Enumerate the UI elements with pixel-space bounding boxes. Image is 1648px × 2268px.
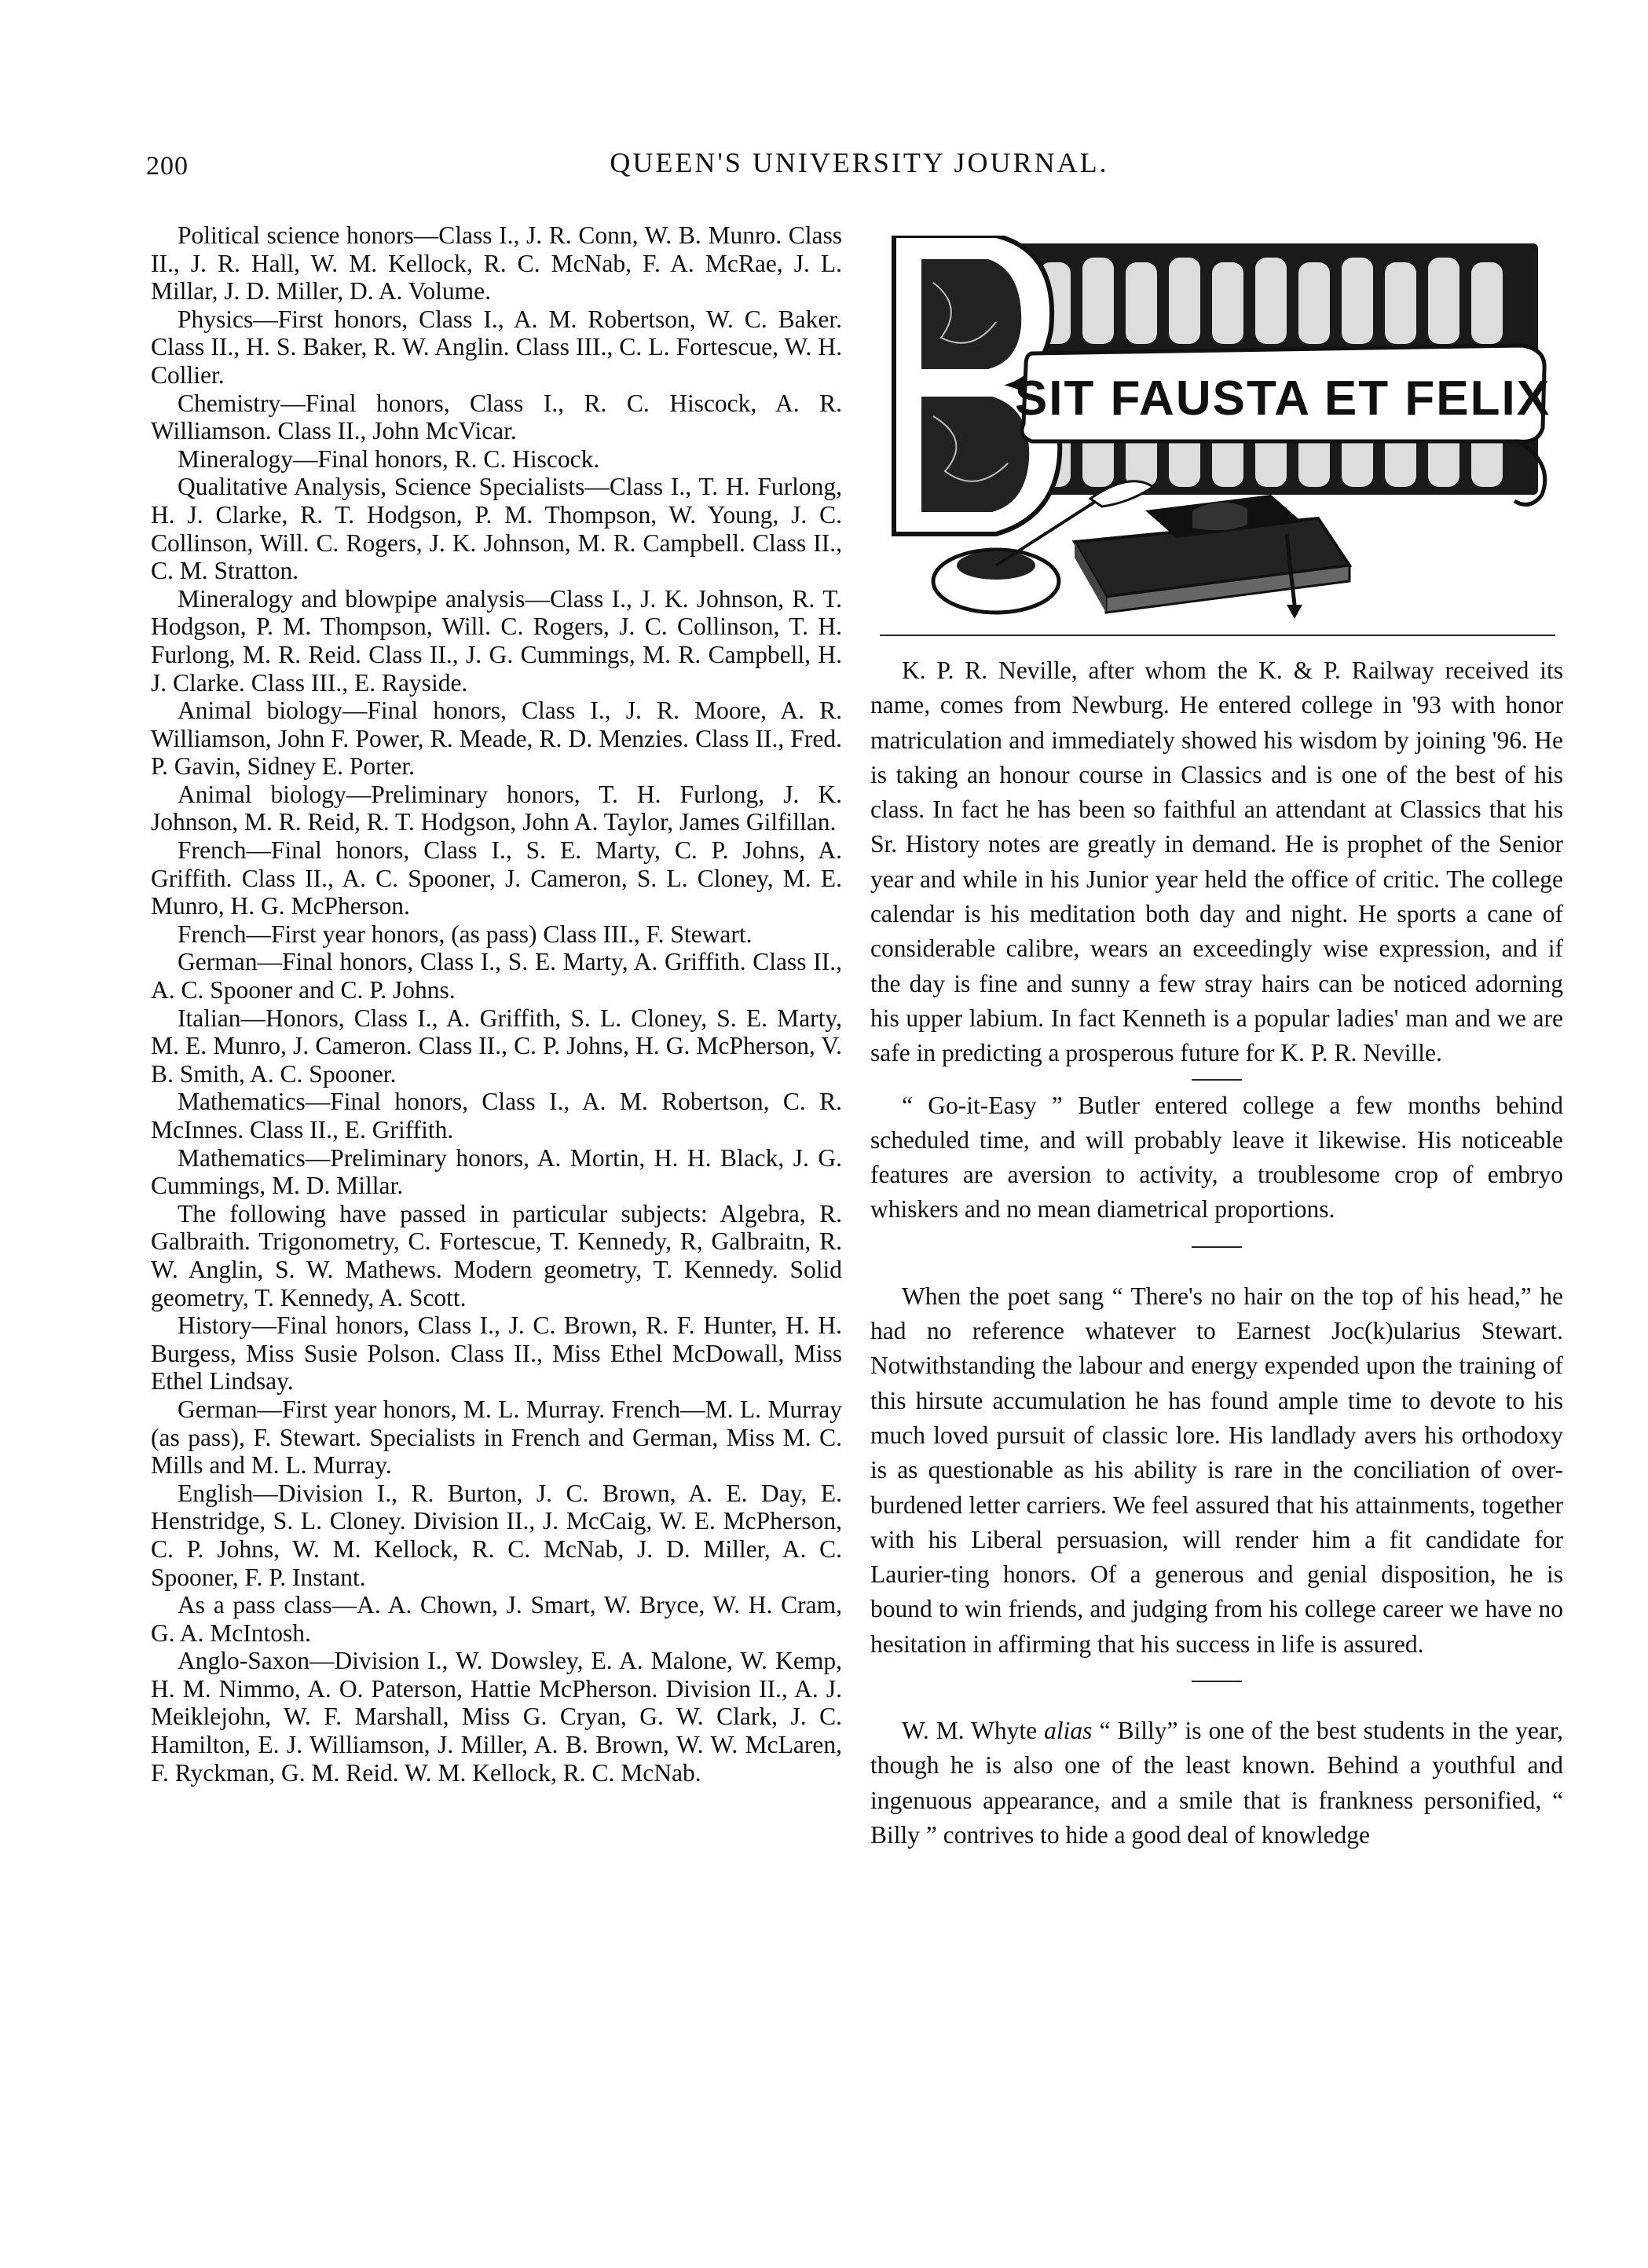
paragraph: Anglo-Saxon—Division I., W. Dowsley, E. A. Malone, W. Kemp, H. M. Nimmo, A. O. Paterson, Hattie McPherson. Division II., A. J. Meiklejohn, W. F. Marshall, Miss G. Cryan, G. W. Clark, J. C. Hamilton, E. J. Williamson, J. Miller, A. B. Brown, W. W. McLaren, F. Ryckman, G. M. Reid. W. M. Kellock, R. C. McNab. [151,1647,842,1787]
paragraph: Mineralogy and blowpipe analysis—Class I., J. K. Johnson, R. T. Hodgson, P. M. Thompson, Will. C. Rogers, J. C. Collinson, T. H. Furlong, M. R. Reid. Class II., J. G. Cummings, M. R. Campbell, H. J. Clarke. Class III., E. Rayside. [151,584,842,697]
separator-rule [1192,1681,1242,1682]
biographies-emblem [878,236,1555,620]
paragraph: Mathematics—Final honors, Class I., A. M. Robertson, C. R. McInnes. Class II., E. Griffith. [151,1088,842,1143]
paragraph: Chemistry—Final honors, Class I., R. C. Hiscock, A. R. Williamson. Class II., John McVicar. [151,389,842,445]
right-column [870,236,1563,1853]
paragraph: Mathematics—Preliminary honors, A. Mortin, H. H. Black, J. G. Cummings, M. D. Millar. [151,1143,842,1200]
separator-rule [1192,1079,1242,1081]
paragraph: German—First year honors, M. L. Murray. French—M. L. Murray (as pass), F. Stewart. Specialists in French and German, Miss M. C. Mills and M. L. Murray. [151,1395,842,1480]
paragraph: English—Division I., R. Burton, J. C. Brown, A. E. Day, E. Henstridge, S. L. Cloney. Division II., J. McCaig, W. E. McPherson, C. P. Johns, W. M. Kellock, R. C. McNab, J. D. Miller, A. C. Spooner, F. P. Instant. [151,1479,842,1591]
separator-rule [1192,1246,1242,1248]
paragraph: Mineralogy—Final honors, R. C. Hiscock. [178,444,600,473]
paragraph: Italian—Honors, Class I., A. Griffith, S. L. Cloney, S. E. Marty, M. E. Munro, J. Cameron. Class II., C. P. Johns, H. G. McPherson, V. B. Smith, A. C. Spooner. [151,1004,842,1088]
paragraph: French—First year honors, (as pass) Class III., F. Stewart. [178,920,753,948]
biographies-text [870,653,1563,1853]
bio-whyte [870,1714,1563,1853]
bio-whyte-alias: alias [1044,1717,1093,1745]
emblem-banner-text: SIT FAUSTA ET FELIX [1014,371,1551,426]
bio-whyte-lead: W. M. Whyte [902,1717,1045,1745]
bio-whyte-rest: “ Billy” is one of the best students in the year, though he is also one of the least known. Behind a youthful and ingenuous appearance, and a smile that is frankness personified, “ Billy ” contrives to hide a good deal of knowledge [870,1717,1563,1849]
paragraph: As a pass class—A. A. Chown, J. Smart, W. Bryce, W. H. Cram, G. A. McIntosh. [151,1591,842,1647]
page-number: 200 [146,152,189,181]
paragraph: French—Final honors, Class I., S. E. Marty, C. P. Johns, A. Griffith. Class II., A. C. Spooner, J. Cameron, S. L. Cloney, M. E. Munro, H. G. McPherson. [151,836,842,920]
bio-butler: “ Go-it-Easy ” Butler entered college a few months behind scheduled time, and will probably leave it likewise. His noticeable features are aversion to activity, a troublesome crop of embryo whiskers and no mean diametrical proportions. [870,1091,1563,1224]
emblem-illustration-icon [878,236,1555,620]
paragraph: History—Final honors, Class I., J. C. Brown, R. F. Hunter, H. H. Burgess, Miss Susie Polson. Class II., Miss Ethel McDowall, Miss Ethel Lindsay. [151,1311,842,1396]
paragraph: Animal biology—Preliminary honors, T. H. Furlong, J. K. Johnson, M. R. Reid, R. T. Hodgson, John A. Taylor, James Gilfillan. [151,780,842,836]
section-rule [880,635,1555,636]
paragraph: Qualitative Analysis, Science Specialists—Class I., T. H. Furlong, H. J. Clarke, R. T. Hodgson, P. M. Thompson, W. Young, J. C. Collinson, Will. C. Rogers, J. K. Johnson, M. R. Campbell. Class II., C. M. Stratton. [151,473,842,585]
left-column [151,221,842,1787]
bio-stewart: When the poet sang “ There's no hair on the top of his head,” he had no reference whatever to Earnest Joc(k)ularius Stewart. Notwithstanding the labour and energy expended upon the training of this hirsute accumulation he has found ample time to devote to his much loved pursuit of classic lore. His landlady avers his orthodoxy is as questionable as his ability is rare in the conciliation of over-burdened letter carriers. We feel assured that his attainments, together with his Liberal persuasion, will render him a fit candidate for Laurier-ting honors. Of a generous and genial disposition, he is bound to win friends, and judging from his college career we have no hesitation in affirming that his success in life is assured. [870,1282,1563,1658]
paragraph: The following have passed in particular subjects: Algebra, R. Galbraith. Trigonometry, C. Fortescue, T. Kennedy, R, Galbraitn, R. W. Anglin, S. W. Mathews. Modern geometry, T. Kennedy. Solid geometry, T. Kennedy, A. Scott. [151,1199,842,1311]
paragraph: Political science honors—Class I., J. R. Conn, W. B. Munro. Class II., J. R. Hall, W. M. Kellock, R. C. McNab, F. A. McRae, J. L. Millar, J. D. Miller, D. A. Volume. [151,221,842,305]
paragraph: German—Final honors, Class I., S. E. Marty, A. Griffith. Class II., A. C. Spooner and C. P. Johns. [151,948,842,1004]
paragraph: Physics—First honors, Class I., A. M. Robertson, W. C. Baker. Class II., H. S. Baker, R. W. Anglin. Class III., C. L. Fortescue, W. H. Collier. [151,305,842,389]
bio-neville: K. P. R. Neville, after whom the K. & P. Railway received its name, comes from Newburg. He entered college in '93 with honor matriculation and immediately showed his wisdom by joining '96. He is taking an honour course in Classics and is one of the best of his class. In fact he has been so faithful an attendant at Classics that his Sr. History notes are greatly in demand. He is prophet of the Senior year and while in his Junior year held the office of critic. The college calendar is his meditation both day and night. He sports a cane of considerable calibre, wears an exceedingly wise expression, and if the day is fine and sunny a few stray hairs can be noticed adorning his upper labium. In fact Kenneth is a popular ladies' man and we are safe in predicting a prosperous future for K. P. R. Neville. [870,657,1563,1067]
paragraph: Animal biology—Final honors, Class I., J. R. Moore, A. R. Williamson, John F. Power, R. Meade, R. D. Menzies. Class II., Fred. P. Gavin, Sidney E. Porter. [151,697,842,781]
running-head: QUEEN'S UNIVERSITY JOURNAL. [610,147,1109,178]
